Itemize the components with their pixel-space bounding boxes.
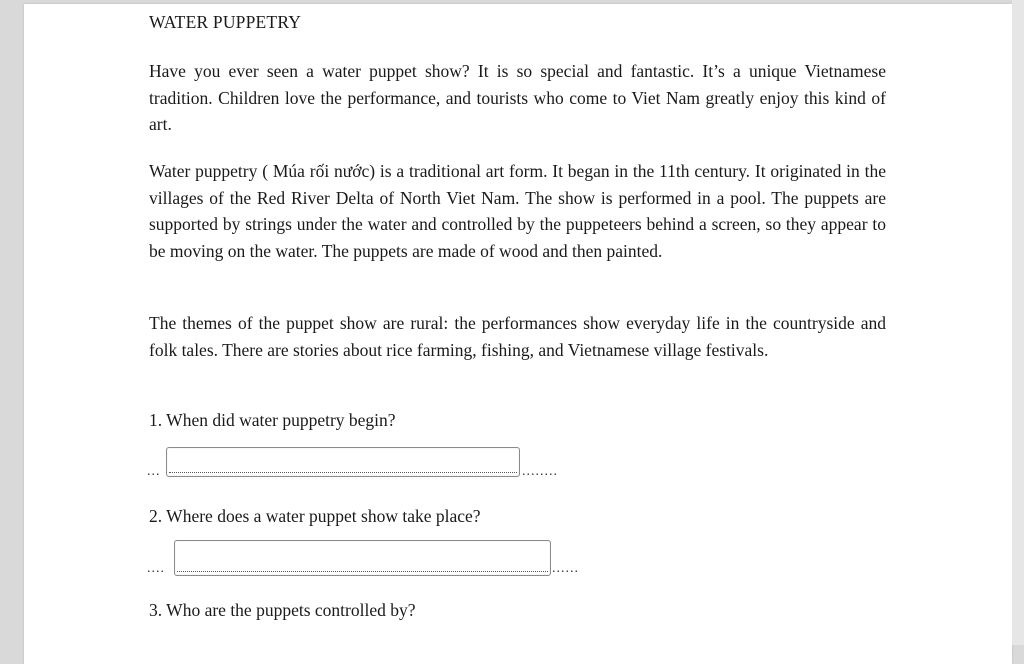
answer-2-dots-left: .... — [147, 561, 165, 576]
paragraph-themes: The themes of the puppet show are rural: the performances show everyday life in the countryside and folk tales. There are stories about rice farming, fishing, and Vietnamese village festivals. — [149, 313, 886, 360]
paragraph-intro: Have you ever seen a water puppet show? It is so special and fantastic. It’s a unique Vietnamese tradition. Children love the performance, and tourists who come to Viet Nam greatly enjoy this kind of art. — [149, 61, 886, 134]
document-page — [24, 4, 1012, 664]
answer-2-dots-right: ...... — [552, 561, 579, 576]
answer-1-dots-right: ........ — [522, 464, 558, 479]
document-title: WATER PUPPETRY — [149, 12, 302, 32]
question-1: 1. When did water puppetry begin? — [149, 410, 396, 430]
answer-2-dotted-line — [177, 571, 548, 572]
question-2: 2. Where does a water puppet show take place? — [149, 506, 481, 526]
answer-2-input[interactable] — [174, 540, 551, 576]
answer-1-dots-left: ... — [147, 464, 161, 479]
question-3: 3. Who are the puppets controlled by? — [149, 600, 416, 620]
window-edge — [1012, 0, 1024, 645]
answer-1-input[interactable] — [166, 447, 520, 477]
answer-1-dotted-line — [169, 472, 517, 473]
paragraph-history: Water puppetry ( Múa rối nước) is a traditional art form. It began in the 11th century. It originated in the villages of the Red River Delta of North Viet Nam. The show is performed in a pool. The puppets are supported by strings under the water and controlled by the puppeteers behind a screen, so they appear to be moving on the water. The puppets are made of wood and then painted. — [149, 161, 886, 261]
